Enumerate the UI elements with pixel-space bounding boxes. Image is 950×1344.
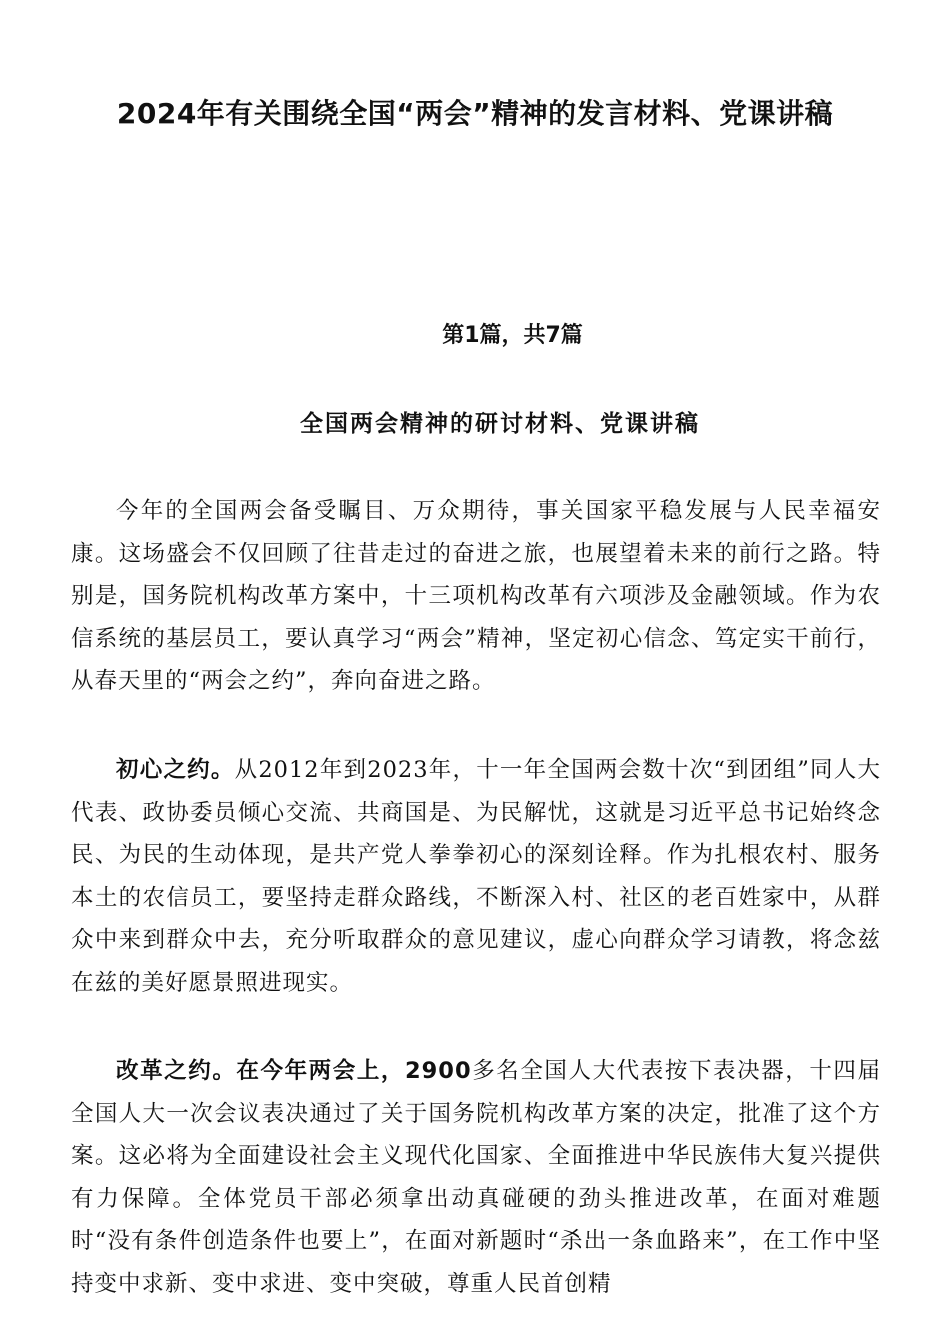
paragraph-reform — [71, 1050, 881, 1305]
paragraph-text: 多名全国人大代表按下表决器，十四届全国人大一次会议表决通过了关于国务院机构改革方案的决定，批准了这个方案。这必将为全面建设社会主义现代化国家、全面推进中华民族伟大复兴提供有力保障。全体党员干部必须拿出动真碰硬的劲头推进改革，在面对难题时“没有条件创造条件也要上”，在面对新题时“杀出一条血路来”，在工作中坚持变中求新、变中求进、变中突破，尊重人民首创精 — [71, 1058, 881, 1297]
section-title: 全国两会精神的研讨材料、党课讲稿 — [300, 410, 700, 437]
paragraph-lead: 初心之约。 — [116, 757, 235, 783]
paragraph-text: 今年的全国两会备受瞩目、万众期待，事关国家平稳发展与人民幸福安康。这场盛会不仅回顾了往昔走过的奋进之旅，也展望着未来的前行之路。特别是，国务院机构改革方案中，十三项机构改革有六项涉及金融领域。作为农信系统的基层员工，要认真学习“两会”精神，坚定初心信念、笃定实干前行，从春天里的“两会之约”，奔向奋进之路。 — [71, 498, 881, 694]
document-title: 2024年有关围绕全国“两会”精神的发言材料、党课讲稿 — [116, 97, 834, 130]
part-label: 第1篇，共7篇 — [442, 323, 583, 348]
paragraph-text: 从2012年到2023年，十一年全国两会数十次“到团组”同人大代表、政协委员倾心交流、共商国是、为民解忧，这就是习近平总书记始终念民、为民的生动体现，是共产党人拳拳初心的深刻诠释。作为扎根农村、服务本土的农信员工，要坚持走群众路线，不断深入村、社区的老百姓家中，从群众中来到群众中去，充分听取群众的意见建议，虚心向群众学习请教，将念兹在兹的美好愿景照进现实。 — [71, 757, 881, 996]
paragraph-original-aspiration — [71, 749, 881, 1004]
paragraph-intro — [71, 490, 881, 703]
paragraph-lead: 改革之约。在今年两会上，2900 — [116, 1058, 472, 1084]
